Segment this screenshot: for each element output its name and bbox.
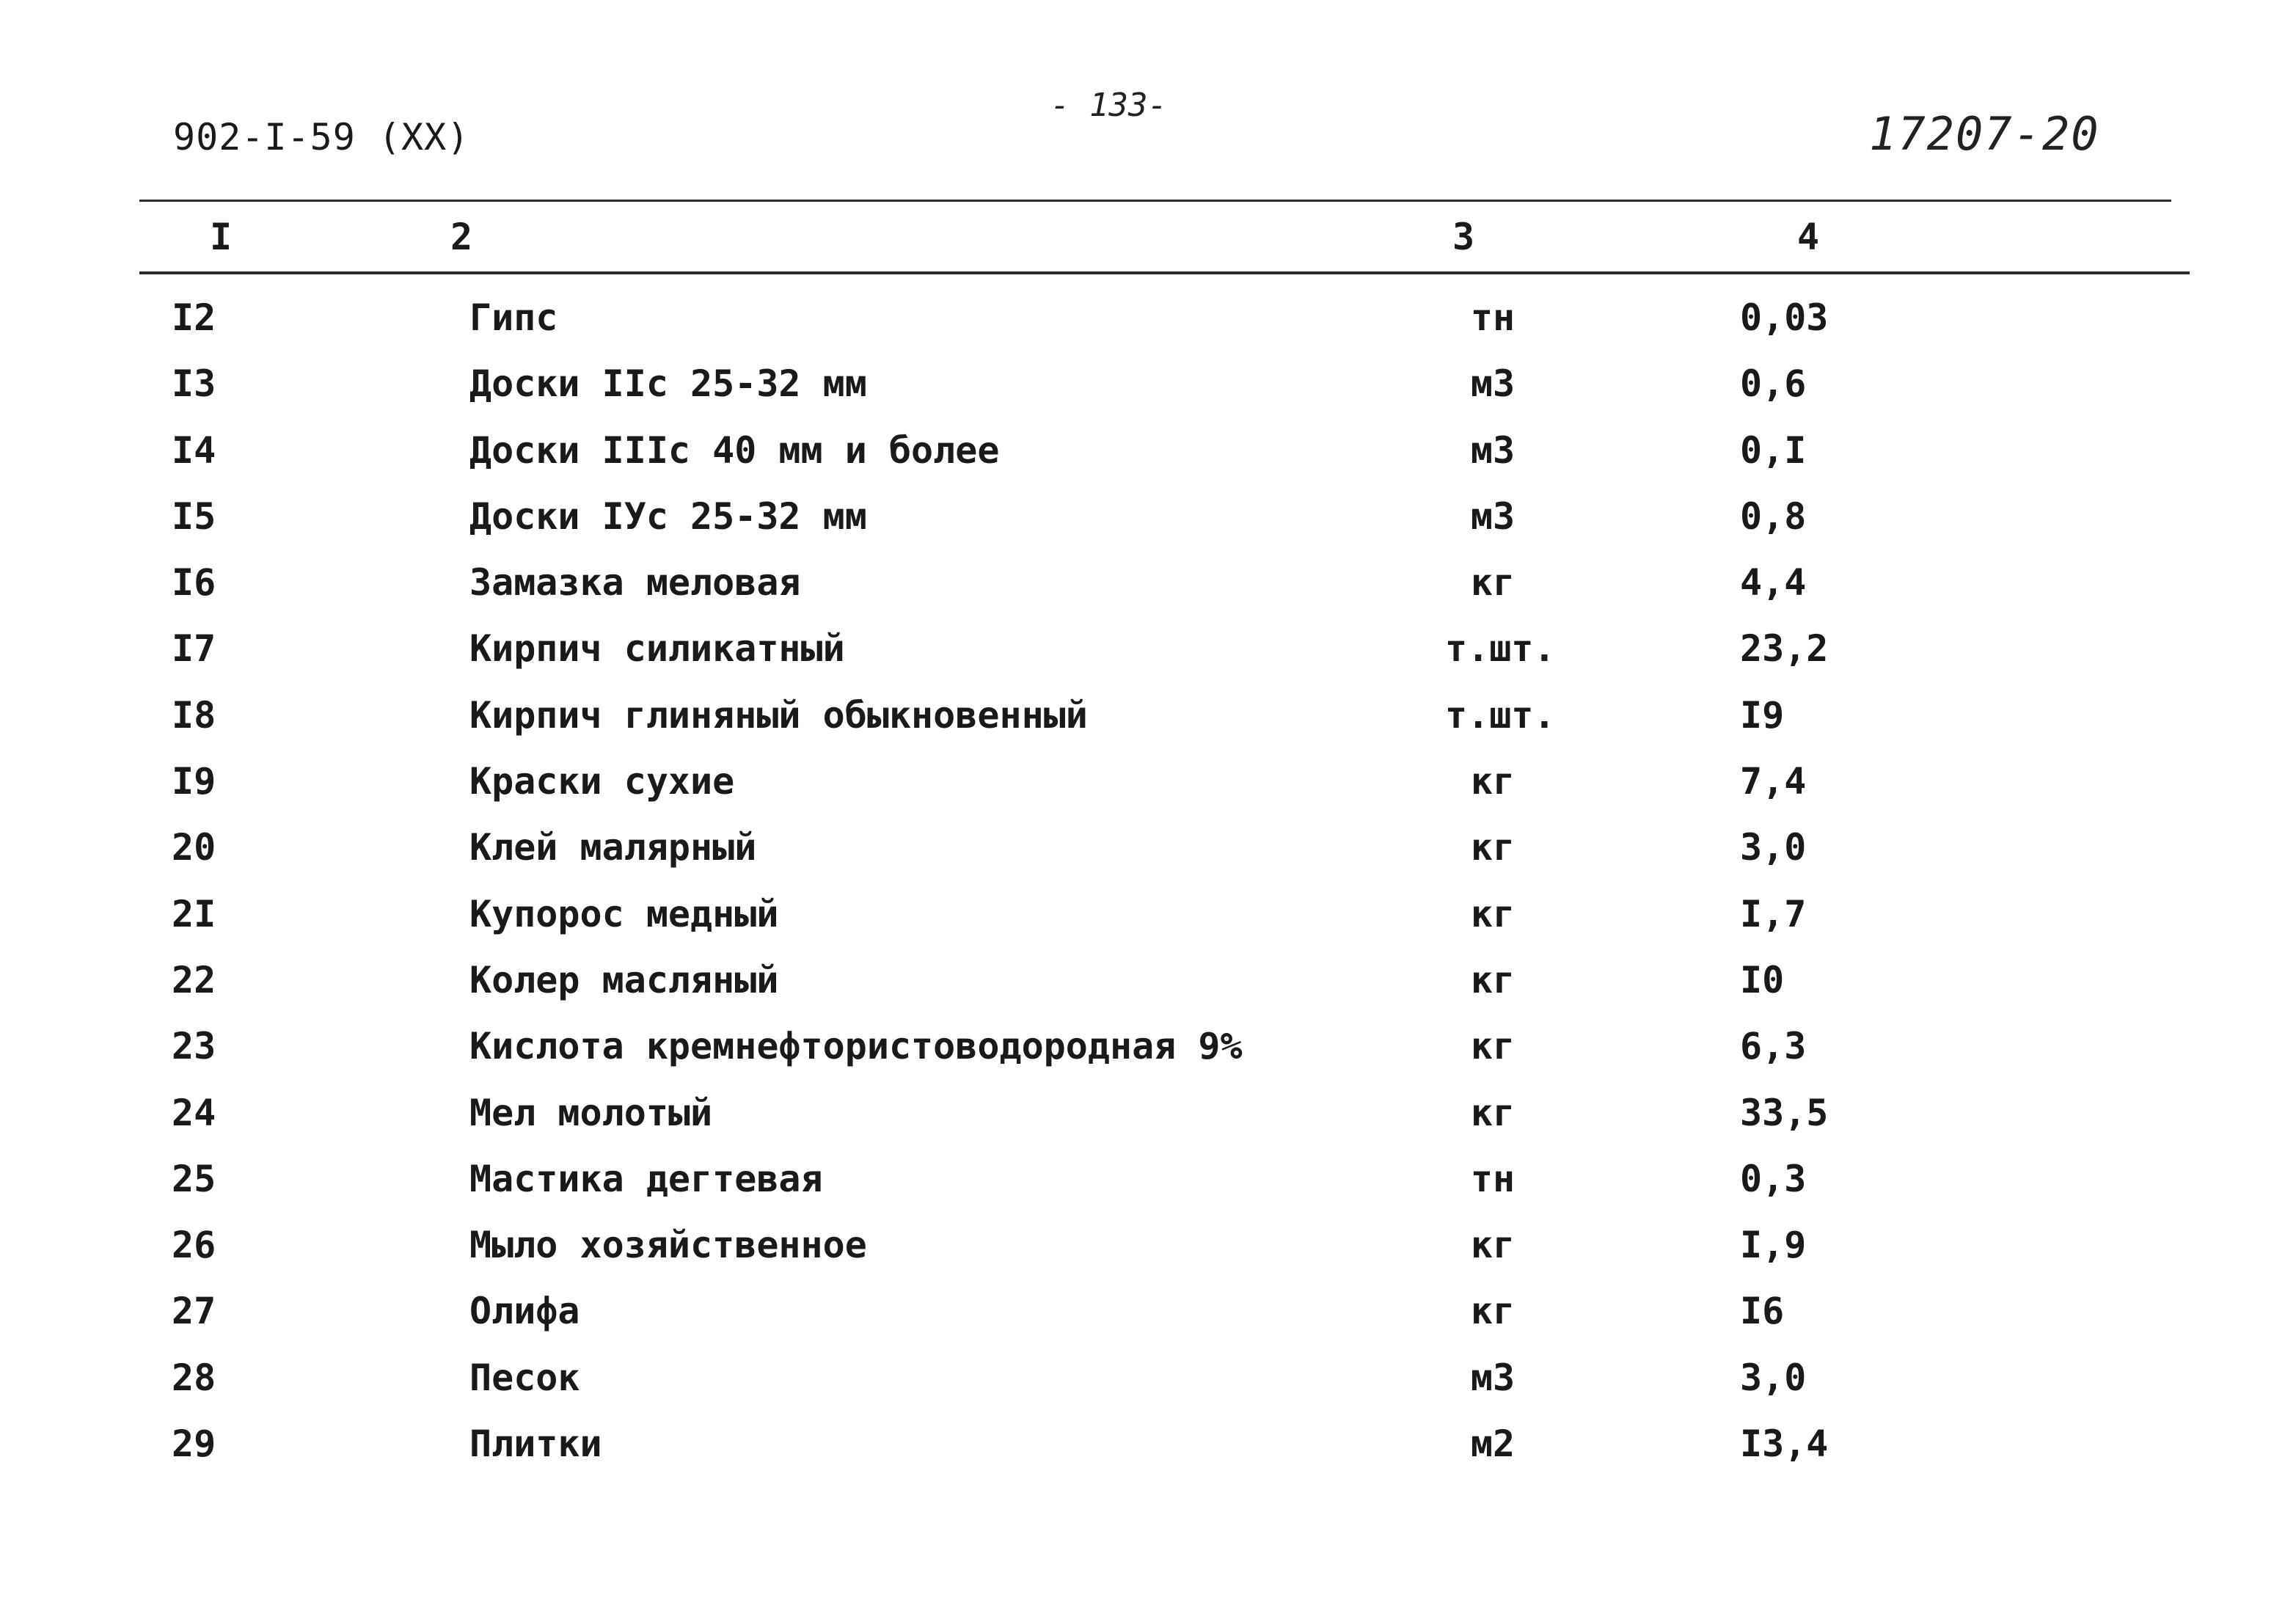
quantity: 23,2 [1740,627,1829,671]
table-row [0,426,2296,492]
table-row [0,1155,2296,1221]
quantity: 3,0 [1740,1356,1807,1399]
unit: кг [1470,1224,1516,1267]
material-name: Доски IУс 25-32 мм [469,494,867,538]
row-number: 25 [172,1157,216,1200]
unit: м3 [1470,362,1516,406]
row-number: I5 [172,494,216,538]
quantity: I9 [1740,693,1785,737]
table-row [0,1089,2296,1155]
quantity: I,7 [1740,892,1807,935]
table-header-rule [139,271,2190,274]
material-name: Купорос медный [469,892,779,935]
table-row [0,1420,2296,1486]
quantity: 0,03 [1740,296,1829,339]
archive-number: 17207-20 [1869,107,2100,161]
unit: тн [1470,296,1516,339]
material-name: Колер масляный [469,958,779,1001]
table-row [0,823,2296,889]
row-number: 22 [172,958,216,1001]
document-code: 902-I-59 (XX) [173,116,470,158]
unit: т.шт. [1445,627,1556,671]
column-header-1: I [210,216,233,258]
quantity: 4,4 [1740,561,1807,605]
unit: кг [1470,958,1516,1001]
row-number: I4 [172,428,216,472]
row-number: 29 [172,1423,216,1466]
quantity: 0,6 [1740,362,1807,406]
material-name: Плитки [469,1423,602,1466]
quantity: I0 [1740,958,1785,1001]
unit: м2 [1470,1423,1516,1466]
row-number: 24 [172,1091,216,1134]
unit: т.шт. [1445,693,1556,737]
unit: кг [1470,1290,1516,1333]
material-name: Доски IIIс 40 мм и более [469,428,1000,472]
material-name: Песок [469,1356,580,1399]
quantity: 33,5 [1740,1091,1829,1134]
material-name: Кирпич силикатный [469,627,845,671]
table-row [0,1022,2296,1088]
table-row [0,691,2296,757]
table-row [0,492,2296,558]
table-row [0,1354,2296,1420]
unit: кг [1470,760,1516,803]
material-name: Мастика дегтевая [469,1157,823,1200]
material-name: Замазка меловая [469,561,801,605]
row-number: 23 [172,1025,216,1068]
page-number: - 133- [1050,87,1167,124]
unit: кг [1470,892,1516,935]
table-top-rule [139,200,2171,202]
row-number: 2I [172,892,216,935]
unit: кг [1470,1025,1516,1068]
row-number: I2 [172,296,216,339]
material-name: Олифа [469,1290,580,1333]
unit: кг [1470,1091,1516,1134]
table-row [0,1221,2296,1287]
row-number: 26 [172,1224,216,1267]
table-row [0,359,2296,426]
unit: кг [1470,826,1516,869]
unit: тн [1470,1157,1516,1200]
row-number: I3 [172,362,216,406]
quantity: I3,4 [1740,1423,1829,1466]
row-number: I7 [172,627,216,671]
row-number: 20 [172,826,216,869]
quantity: 3,0 [1740,826,1807,869]
quantity: 6,3 [1740,1025,1807,1068]
row-number: 27 [172,1290,216,1333]
table-row [0,624,2296,690]
material-name: Кислота кремнефтористоводородная 9% [469,1025,1243,1068]
unit: м3 [1470,428,1516,472]
material-name: Клей малярный [469,826,757,869]
material-name: Мыло хозяйственное [469,1224,867,1267]
quantity: I6 [1740,1290,1785,1333]
table-row [0,293,2296,359]
table-row [0,956,2296,1022]
material-name: Краски сухие [469,760,735,803]
quantity: 0,I [1740,428,1807,472]
table-row [0,1287,2296,1353]
row-number: 28 [172,1356,216,1399]
material-name: Мел молотый [469,1091,713,1134]
table-row [0,558,2296,624]
quantity: 0,3 [1740,1157,1807,1200]
row-number: I8 [172,693,216,737]
quantity: I,9 [1740,1224,1807,1267]
column-header-3: 3 [1452,216,1475,258]
table-row [0,757,2296,823]
materials-table-body [0,293,2296,1486]
unit: м3 [1470,1356,1516,1399]
material-name: Доски IIс 25-32 мм [469,362,867,406]
material-name: Гипс [469,296,558,339]
material-name: Кирпич глиняный обыкновенный [469,693,1088,737]
row-number: I9 [172,760,216,803]
quantity: 7,4 [1740,760,1807,803]
unit: м3 [1470,494,1516,538]
table-row [0,890,2296,956]
column-header-4: 4 [1797,216,1820,258]
column-header-2: 2 [450,216,473,258]
row-number: I6 [172,561,216,605]
unit: кг [1470,561,1516,605]
quantity: 0,8 [1740,494,1807,538]
